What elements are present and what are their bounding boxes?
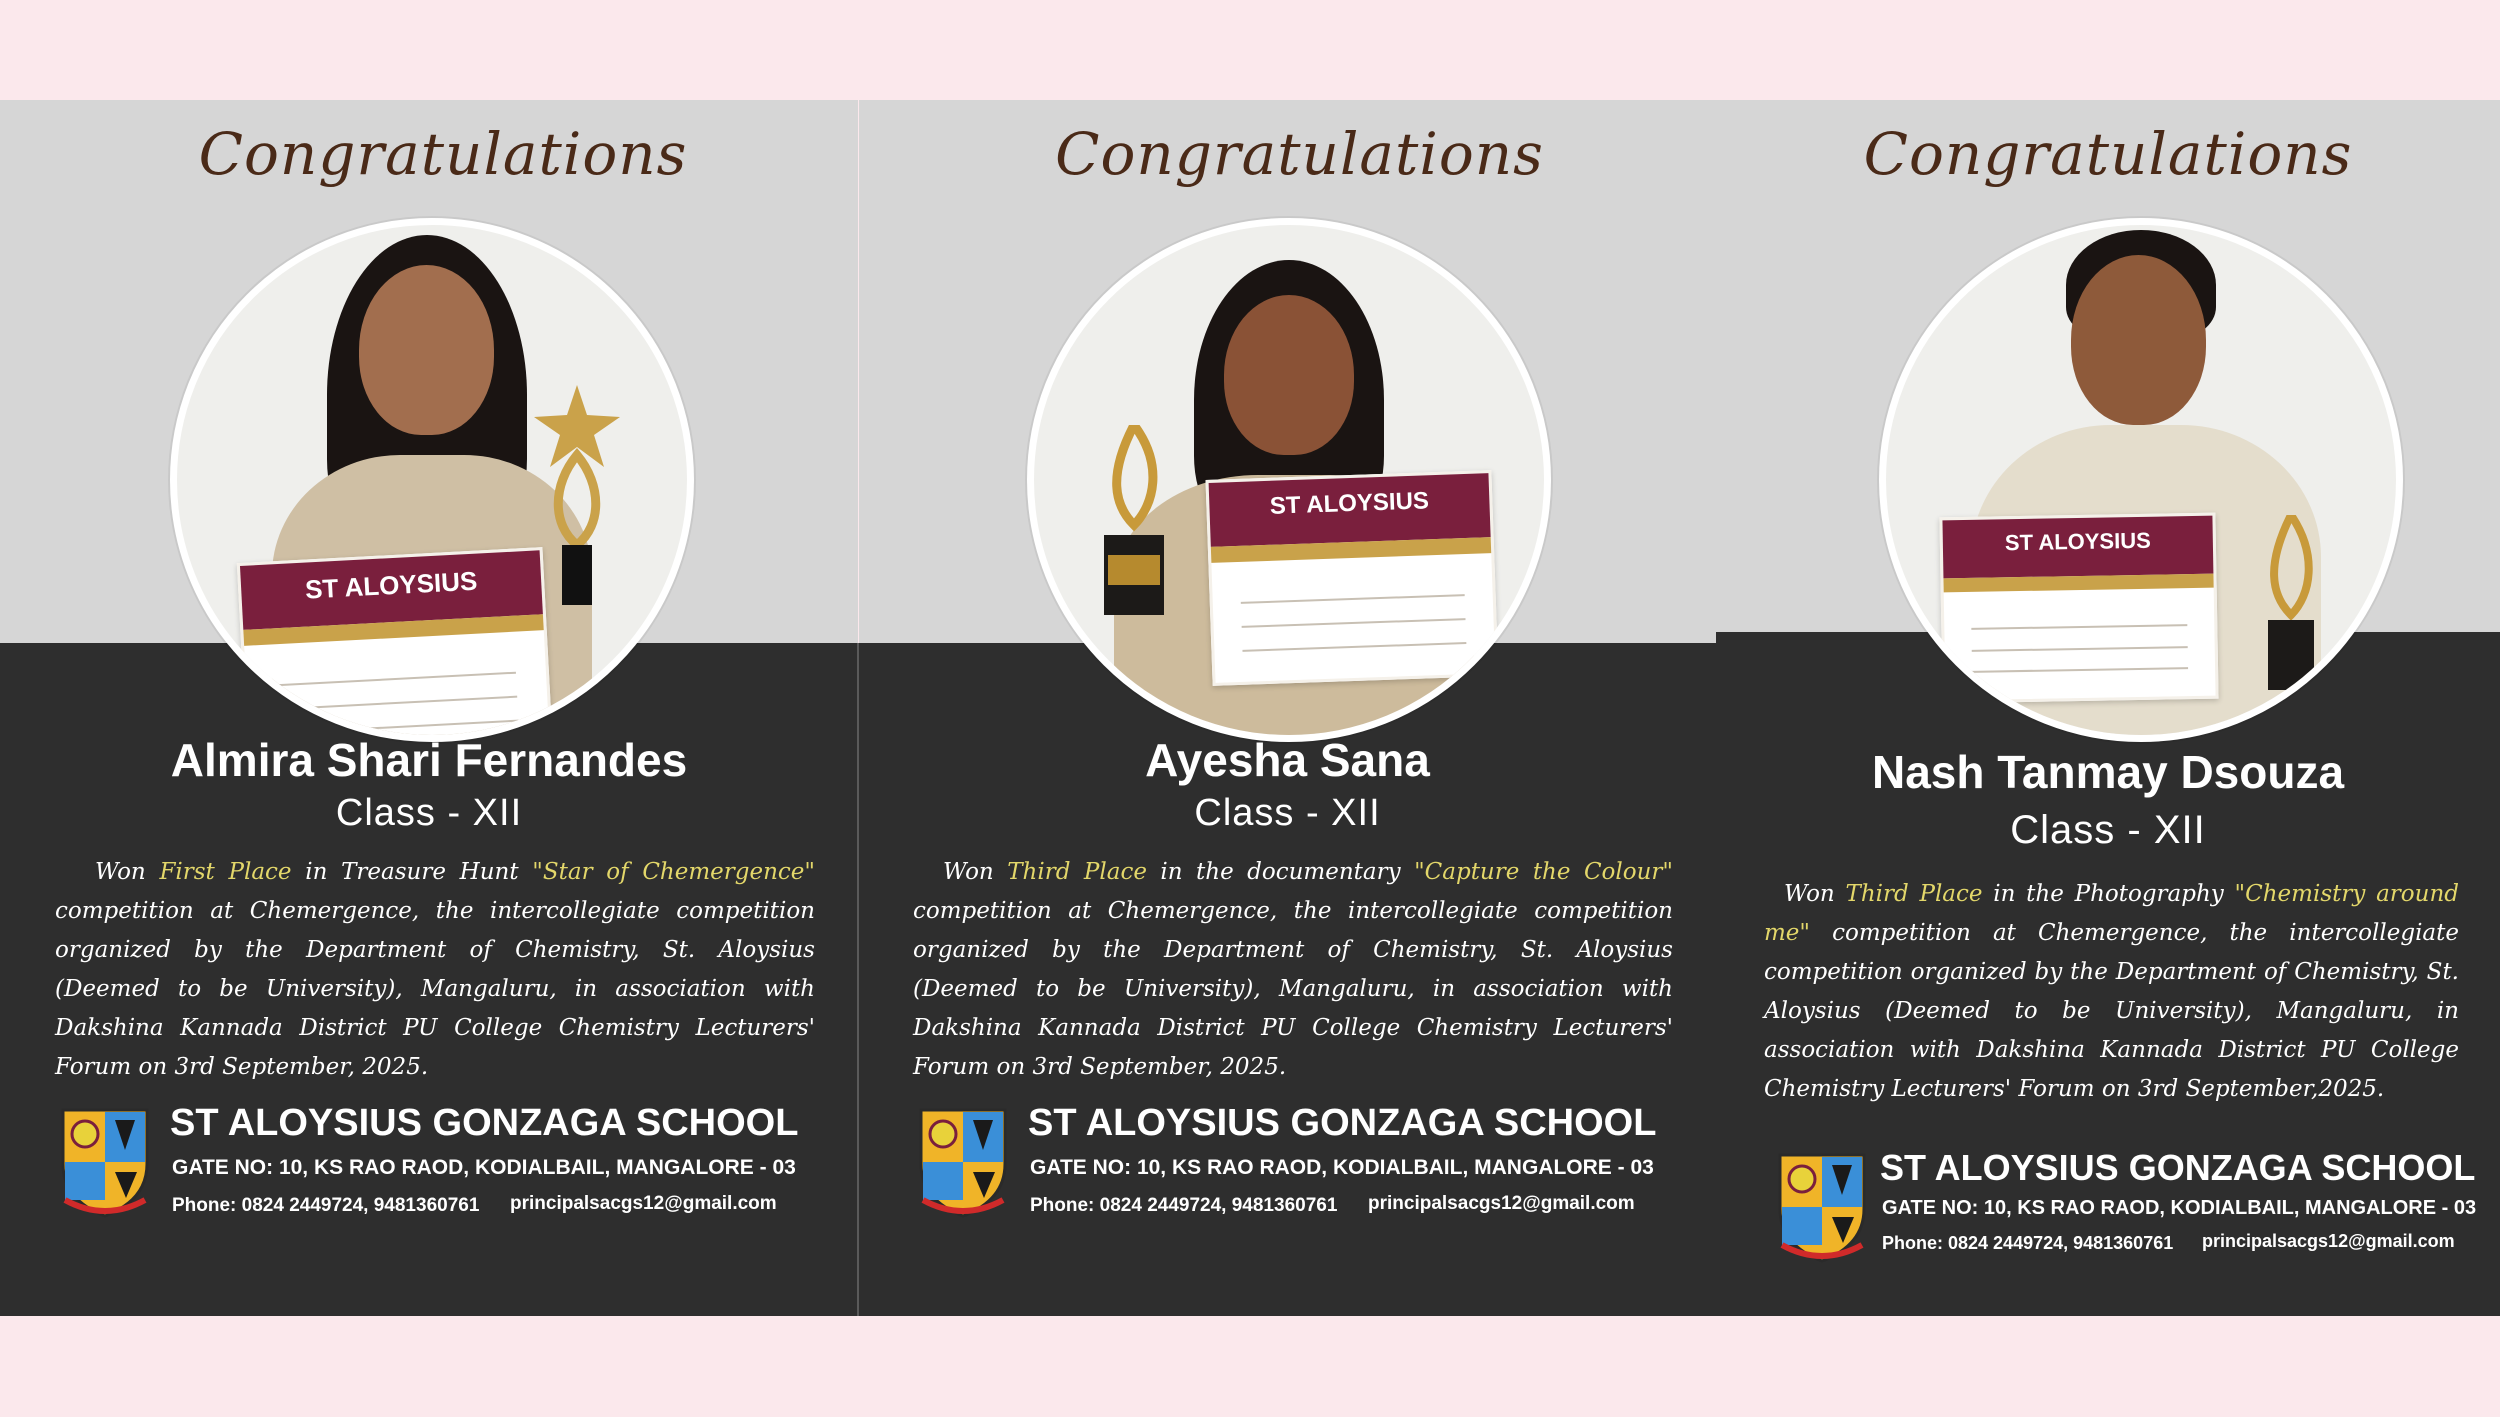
congratulations-heading: Congratulations: [198, 120, 688, 188]
card-nash: [1716, 100, 2500, 1316]
trophy-icon: [532, 385, 622, 615]
school-name: ST ALOYSIUS GONZAGA SCHOOL: [1880, 1147, 2476, 1188]
student-name: Nash Tanmay Dsouza: [1871, 746, 2345, 798]
bottom-margin: [0, 1316, 2500, 1417]
top-margin: [0, 0, 2500, 100]
school-email: principalsacgs12@gmail.com: [510, 1193, 777, 1214]
achievement-text: Won Third Place in the Photography "Chemistry around me" competition at Chemergence, the intercollegiate competition organized by the Department of Chemistry, St. Aloysius (Deemed to be University), Mangaluru, in association with Dakshina Kannada District PU College Chemistry Lecturers' Forum on 3rd September,2025.: [1764, 881, 2460, 1102]
event-highlight: "Chemistry around me": [1764, 881, 2460, 946]
photo-face: [2071, 255, 2206, 425]
achievement-text: Won Third Place in the documentary "Capture the Colour" competition at Chemergence, the intercollegiate competition organized by the Department of Chemistry, St. Aloysius (Deemed to be University), Mangaluru, in association with Dakshina Kannada District PU College Chemistry Lecturers' Forum on 3rd September, 2025.: [913, 859, 1673, 1080]
school-name: ST ALOYSIUS GONZAGA SCHOOL: [1028, 1102, 1657, 1144]
trophy-icon: [2256, 515, 2326, 705]
card-almira: [0, 100, 858, 1316]
student-class: Class - XII: [2010, 808, 2206, 852]
school-crest-logo: [913, 1100, 1013, 1218]
achievement-text: Won First Place in Treasure Hunt "Star of Chemergence" competition at Chemergence, the intercollegiate competition organized by the Department of Chemistry, St. Aloysius (Deemed to be University), Mangaluru, in association with Dakshina Kannada District PU College Chemistry Lecturers' Forum on 3rd September, 2025.: [55, 859, 815, 1080]
photo-certificate: ST ALOYSIUS: [237, 547, 553, 742]
school-crest-logo: [55, 1100, 155, 1218]
student-photo: [170, 218, 694, 742]
school-phone: Phone: 0824 2449724, 9481360761: [1030, 1195, 1338, 1216]
student-class: Class - XII: [335, 792, 523, 834]
student-photo: [1879, 218, 2403, 742]
school-footer: [913, 1100, 1693, 1230]
student-name: Ayesha Sana: [1145, 734, 1430, 786]
congratulations-heading: Congratulations: [1055, 120, 1544, 188]
school-address: GATE NO: 10, KS RAO RAOD, KODIALBAIL, MANGALORE - 03: [1882, 1197, 2477, 1219]
trophy-icon: [1094, 425, 1174, 635]
school-address: GATE NO: 10, KS RAO RAOD, KODIALBAIL, MANGALORE - 03: [1030, 1156, 1654, 1179]
photo-face: [1224, 295, 1354, 455]
school-footer: [55, 1100, 835, 1230]
place-highlight: Third Place: [1007, 859, 1147, 885]
congratulations-heading: Congratulations: [1863, 120, 2353, 188]
school-phone: Phone: 0824 2449724, 9481360761: [1882, 1233, 2174, 1253]
place-highlight: First Place: [159, 859, 292, 885]
school-phone: Phone: 0824 2449724, 9481360761: [172, 1195, 480, 1216]
photo-face: [359, 265, 494, 435]
school-footer: [1772, 1145, 2500, 1275]
event-highlight: "Star of Chemergence": [532, 859, 815, 885]
card-ayesha: [859, 100, 1716, 1316]
student-class: Class - XII: [1194, 792, 1381, 834]
photo-certificate: ST ALOYSIUS: [1939, 513, 2218, 704]
student-name: Almira Shari Fernandes: [170, 734, 688, 786]
school-email: principalsacgs12@gmail.com: [1368, 1193, 1635, 1214]
student-photo: [1027, 218, 1551, 742]
photo-certificate: ST ALOYSIUS: [1205, 470, 1498, 686]
school-name: ST ALOYSIUS GONZAGA SCHOOL: [170, 1102, 799, 1144]
school-email: principalsacgs12@gmail.com: [2202, 1231, 2455, 1251]
school-address: GATE NO: 10, KS RAO RAOD, KODIALBAIL, MANGALORE - 03: [172, 1156, 796, 1179]
school-crest-logo: [1772, 1145, 1872, 1263]
event-highlight: "Capture the Colour": [1414, 859, 1673, 885]
place-highlight: Third Place: [1845, 881, 1983, 907]
